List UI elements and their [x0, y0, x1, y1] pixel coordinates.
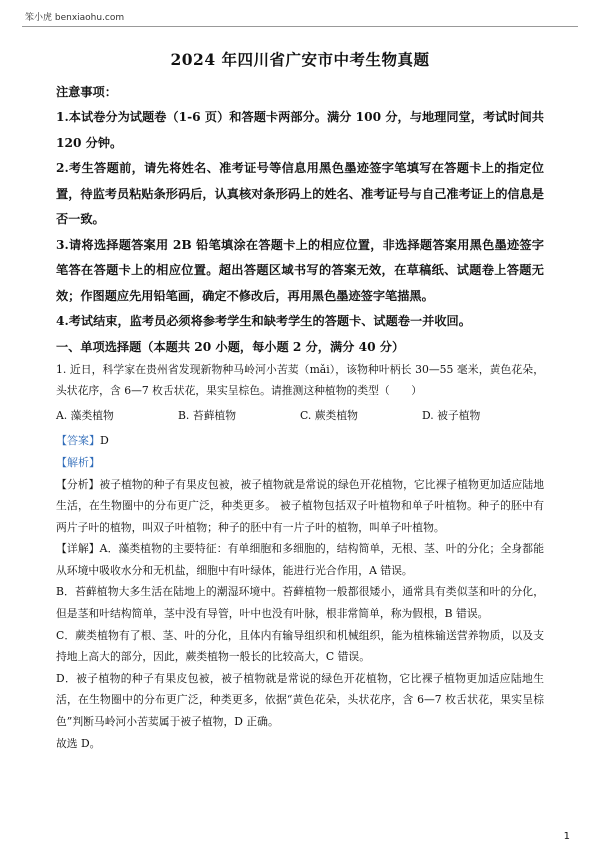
note-item-1: 1.本试卷分为试题卷（1-6 页）和答题卡两部分。满分 100 分，与地理同堂，考试时间共 120 分钟。 [56, 110, 544, 150]
fenxi-text: 被子植物的种子有果皮包被，被子植物就是常说的绿色开花植物，它比裸子植物更加适应陆地生活，在生物圈中的分布更广泛，种类更多。 被子植物包括双子叶植物和单子叶植物。种子的胚中有两片子叶的植物，叫双子叶植物；种子的胚中有一片子叶的植物，叫单子叶植物。 [56, 477, 545, 534]
option-d: D. 被子植物 [422, 408, 481, 422]
fenxi-tag: 【分析】 [56, 477, 100, 491]
section-heading: 一、单项选择题（本题共 20 小题，每小题 2 分，满分 40 分） [56, 339, 405, 354]
detail-a-text: A．藻类植物的主要特征：有单细胞和多细胞的，结构简单，无根、茎、叶的分化；全身都能从环境中吸收水分和无机盐，细胞中有叶绿体，能进行光合作用，A 错误。 [56, 542, 544, 577]
header-divider [22, 26, 578, 27]
option-c: C. 蕨类植物 [300, 408, 358, 422]
question-stem: 1. 近日，科学家在贵州省发现新物种马岭河小苦荬（mǎi），该物种叶柄长 30—55 毫米，黄色花朵，头状花序，含 6—7 枚舌状花，果实呈棕色。请推测这种植物的类型（ ） [56, 362, 544, 397]
option-a: A. 藻类植物 [56, 408, 114, 422]
answer-line [56, 430, 544, 452]
page-number: 1 [563, 831, 570, 842]
option-b: B. 苔藓植物 [178, 408, 236, 422]
question-options [56, 404, 544, 428]
detail-b: B．苔藓植物大多生活在陆地上的潮湿环境中。苔藓植物一般都很矮小，通常具有类似茎和叶的分化，但是茎和叶结构简单，茎中没有导管，叶中也没有叶脉，根非常简单，称为假根，B 错误。 [56, 585, 544, 621]
note-item-4: 4.考试结束，监考员必须将参考学生和缺考学生的答题卡、试题卷一并收回。 [56, 314, 471, 328]
notes-heading: 注意事项： [56, 85, 117, 99]
detail-a [56, 538, 544, 581]
document-body [56, 48, 544, 754]
detail-c: C．蕨类植物有了根、茎、叶的分化，且体内有输导组织和机械组织，能为植株输送营养物质，以及支持地上高大的部分，因此，蕨类植物一般长的比较高大，C 错误。 [56, 628, 544, 664]
page-title: 2024 年四川省广安市中考生物真题 [170, 50, 430, 69]
analysis-summary [56, 474, 544, 539]
xiangjie-tag: 【详解】 [56, 542, 100, 556]
analysis-tag: 【解析】 [56, 455, 100, 469]
detail-d: D．被子植物的种子有果皮包被，被子植物就是常说的绿色开花植物，它比裸子植物更加适应陆地生活，在生物圈中的分布更广泛，种类更多，依据“黄色花朵，头状花序，含 6—7 枚舌状花，果实呈棕色”判断马岭河小苦荬属于被子植物，D 正确。 [56, 671, 544, 729]
answer-value: D [100, 433, 109, 447]
note-item-2: 2.考生答题前，请先将姓名、准考证号等信息用黑色墨迹签字笔填写在答题卡上的指定位置，待监考员粘贴条形码后，认真核对条形码上的姓名、准考证号与自己准考证上的信息是否一致。 [56, 161, 544, 226]
conclusion: 故选 D。 [56, 736, 101, 750]
note-item-3: 3.请将选择题答案用 2B 铅笔填涂在答题卡上的相应位置，非选择题答案用黑色墨迹签字笔答在答题卡上的相应位置。超出答题区域书写的答案无效，在草稿纸、试题卷上答题无效；作图题应先用铅笔画，确定不修改后，再用黑色墨迹签字笔描黑。 [56, 237, 544, 303]
header-site-label: 笨小虎 benxiaohu.com [25, 13, 125, 23]
answer-tag: 【答案】 [56, 433, 100, 447]
